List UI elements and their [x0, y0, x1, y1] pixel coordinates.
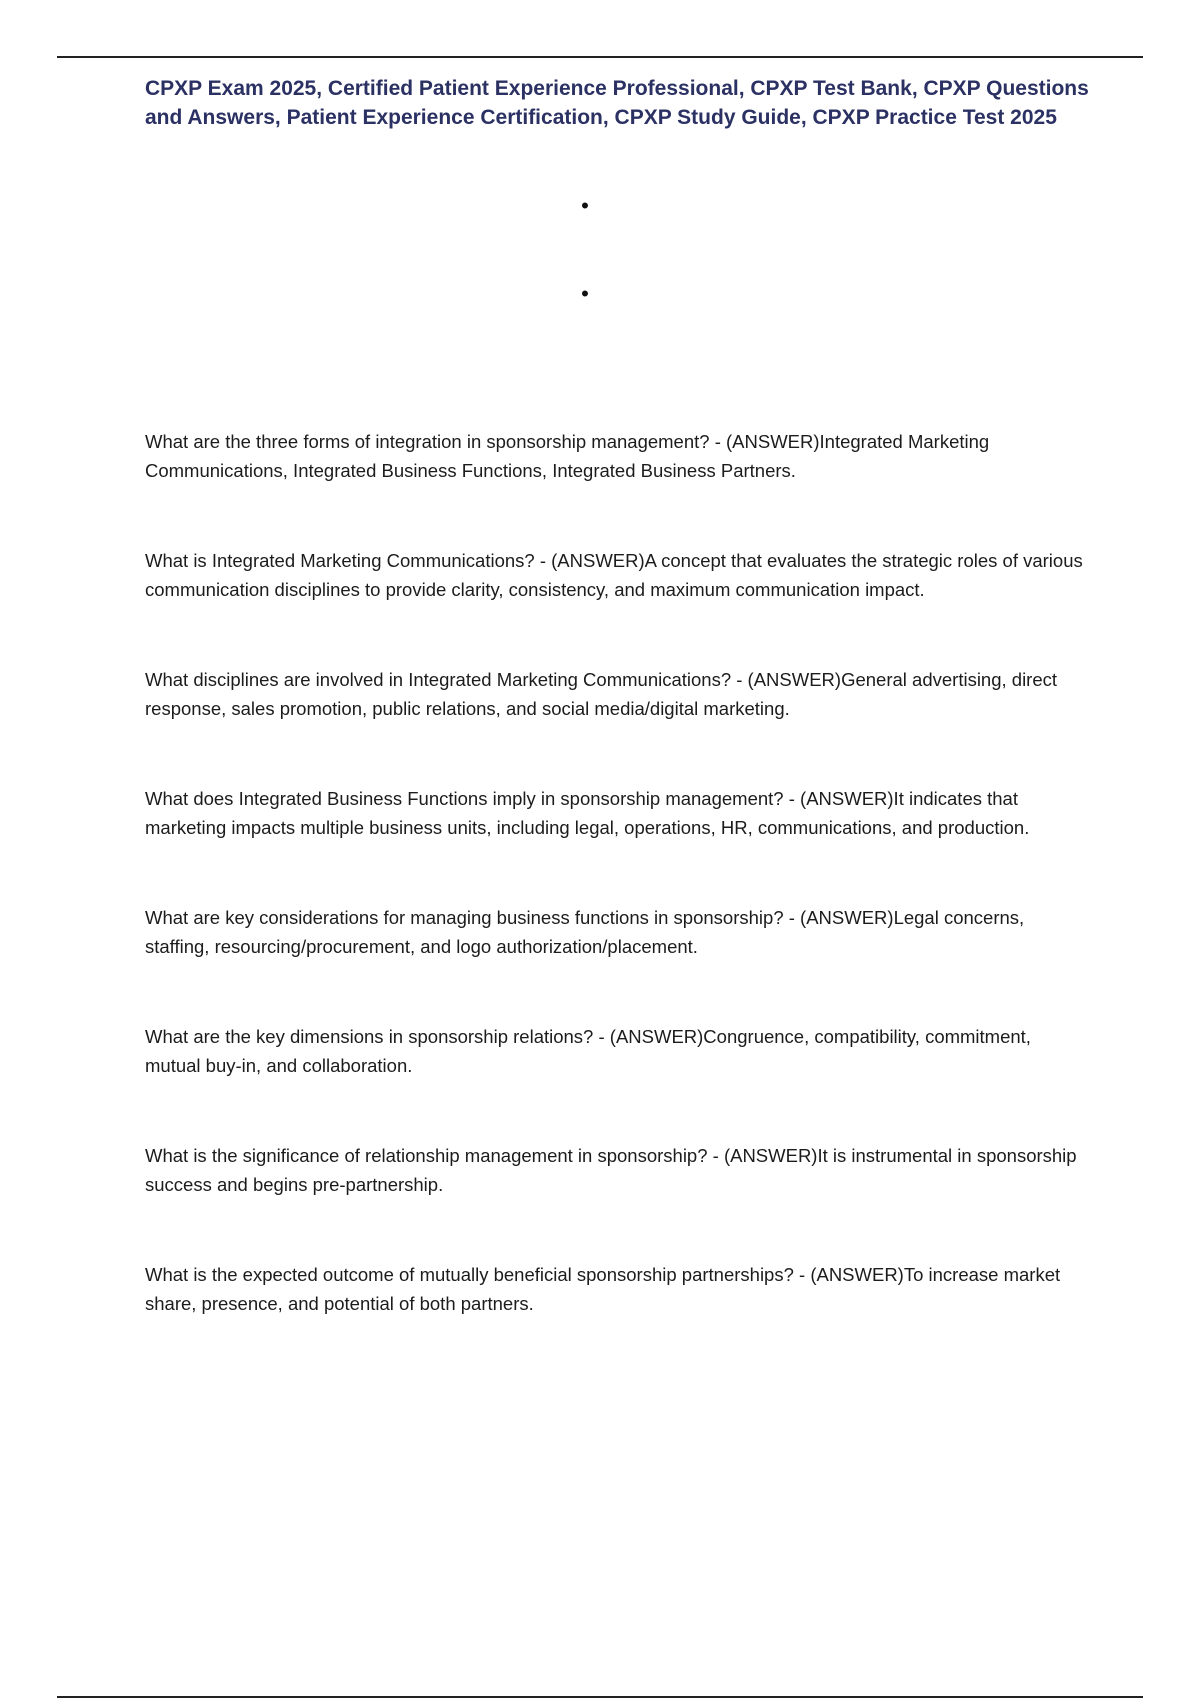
qa-item: What disciplines are involved in Integrated Marketing Communications? - (ANSWER)General advertising, direct response, sales promotion, public relations, and social media/digital marketing. — [145, 669, 1058, 719]
top-divider — [57, 56, 1143, 58]
qa-item: What is Integrated Marketing Communications? - (ANSWER)A concept that evaluates the strategic roles of various communication disciplines to provide clarity, consistency, and maximum communication impact. — [145, 550, 1083, 600]
question-answer-list — [145, 427, 1090, 1318]
document-title: CPXP Exam 2025, Certified Patient Experience Professional, CPXP Test Bank, CPXP Questions and Answers, Patient Experience Certification, CPXP Study Guide, CPXP Practice Test 2025 — [145, 77, 1089, 129]
qa-item: What are key considerations for managing business functions in sponsorship? - (ANSWER)Legal concerns, staffing, resourcing/procurement, and logo authorization/placement. — [145, 907, 1025, 957]
qa-item: What are the key dimensions in sponsorship relations? - (ANSWER)Congruence, compatibility, commitment, mutual buy-in, and collaboration. — [145, 1026, 1031, 1076]
qa-item: What are the three forms of integration in sponsorship management? - (ANSWER)Integrated Marketing Communications, Integrated Business Functions, Integrated Business Partners. — [145, 431, 990, 481]
bottom-divider — [57, 1696, 1143, 1698]
qa-item: What does Integrated Business Functions imply in sponsorship management? - (ANSWER)It indicates that marketing impacts multiple business units, including legal, operations, HR, communications, and production. — [145, 788, 1030, 838]
qa-item: What is the expected outcome of mutually beneficial sponsorship partnerships? - (ANSWER)To increase market share, presence, and potential of both partners. — [145, 1264, 1061, 1314]
bullet-point: • — [581, 193, 589, 218]
qa-item: What is the significance of relationship management in sponsorship? - (ANSWER)It is instrumental in sponsorship success and begins pre-partnership. — [145, 1145, 1077, 1195]
bullet-point: • — [581, 281, 589, 306]
